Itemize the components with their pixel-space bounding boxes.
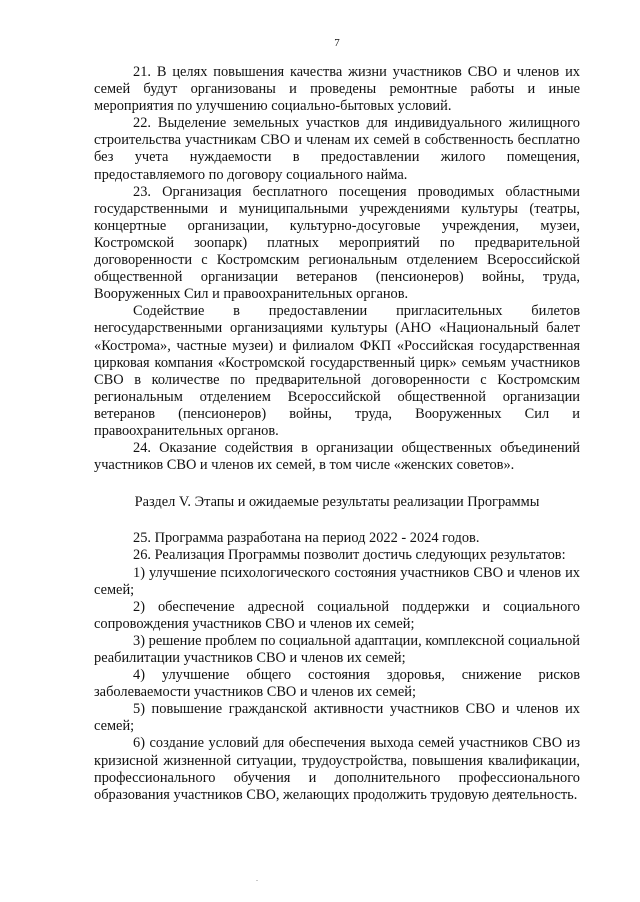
paragraph-item-22: 22. Выделение земельных участков для индивидуального жилищного строительства участникам СВО и членам их семей в собственность бесплатно без учета нуждаемости в предоставлении жилого помещения, предоставляемого по договору социального найма. <box>94 115 580 183</box>
result-item-3: 3) решение проблем по социальной адаптации, комплексной социальной реабилитации участников СВО и членов их семей; <box>94 632 580 666</box>
result-item-1: 1) улучшение психологического состояния участников СВО и членов их семей; <box>94 564 580 598</box>
result-item-2: 2) обеспечение адресной социальной поддержки и социального сопровождения участников СВО и членов их семей; <box>94 598 580 632</box>
scan-speck <box>256 880 258 881</box>
paragraph-item-23: 23. Организация бесплатного посещения проводимых областными государственными и муниципальными учреждениями культуры (театры, концертные организации, культурно-досуговые учреждения, музеи, Костромской зоопарк) платных мероприятий по предварительной договоренности с Костромским региональным отделением Всероссийской общественной организации ветеранов (пенсионеров) войны, труда, Вооруженных Сил и правоохранительных органов. <box>94 183 580 303</box>
result-item-5: 5) повышение гражданской активности участников СВО и членов их семей; <box>94 701 580 735</box>
result-item-6: 6) создание условий для обеспечения выхода семей участников СВО из кризисной жизненной ситуации, трудоустройства, повышения квалификации, профессионального обучения и дополнительного профессионального образования участников СВО, желающих продолжить трудовую деятельность. <box>94 735 580 803</box>
page-number: 7 <box>334 37 340 49</box>
paragraph-item-25: 25. Программа разработана на период 2022 - 2024 годов. <box>133 530 480 547</box>
result-item-4: 4) улучшение общего состояния здоровья, снижение рисков заболеваемости участников СВО и членов их семей; <box>94 667 580 701</box>
document-page <box>94 36 580 804</box>
section-heading: Раздел V. Этапы и ожидаемые результаты реализации Программы <box>134 494 540 511</box>
paragraph-item-21: 21. В целях повышения качества жизни участников СВО и членов их семей будут организованы и проведены ремонтные работы и иные мероприятия по улучшению социально-бытовых условий. <box>94 64 580 115</box>
paragraph-support-tickets: Содействие в предоставлении пригласительных билетов негосударственными организациями культуры (АНО «Национальный балет «Кострома», частные музеи) и филиалом ФКП «Российская государственная цирковая компания «Костромской государственный цирк» семьям участников СВО в количестве по предварительной договоренности с Костромским региональным отделением Всероссийской общественной организации ветеранов (пенсионеров) войны, труда, Вооруженных Сил и правоохранительных органов. <box>94 303 580 439</box>
paragraph-item-26: 26. Реализация Программы позволит достичь следующих результатов: <box>133 547 566 564</box>
paragraph-item-24: 24. Оказание содействия в организации общественных объединений участников СВО и членов их семей, в том числе «женских советов». <box>94 440 580 474</box>
